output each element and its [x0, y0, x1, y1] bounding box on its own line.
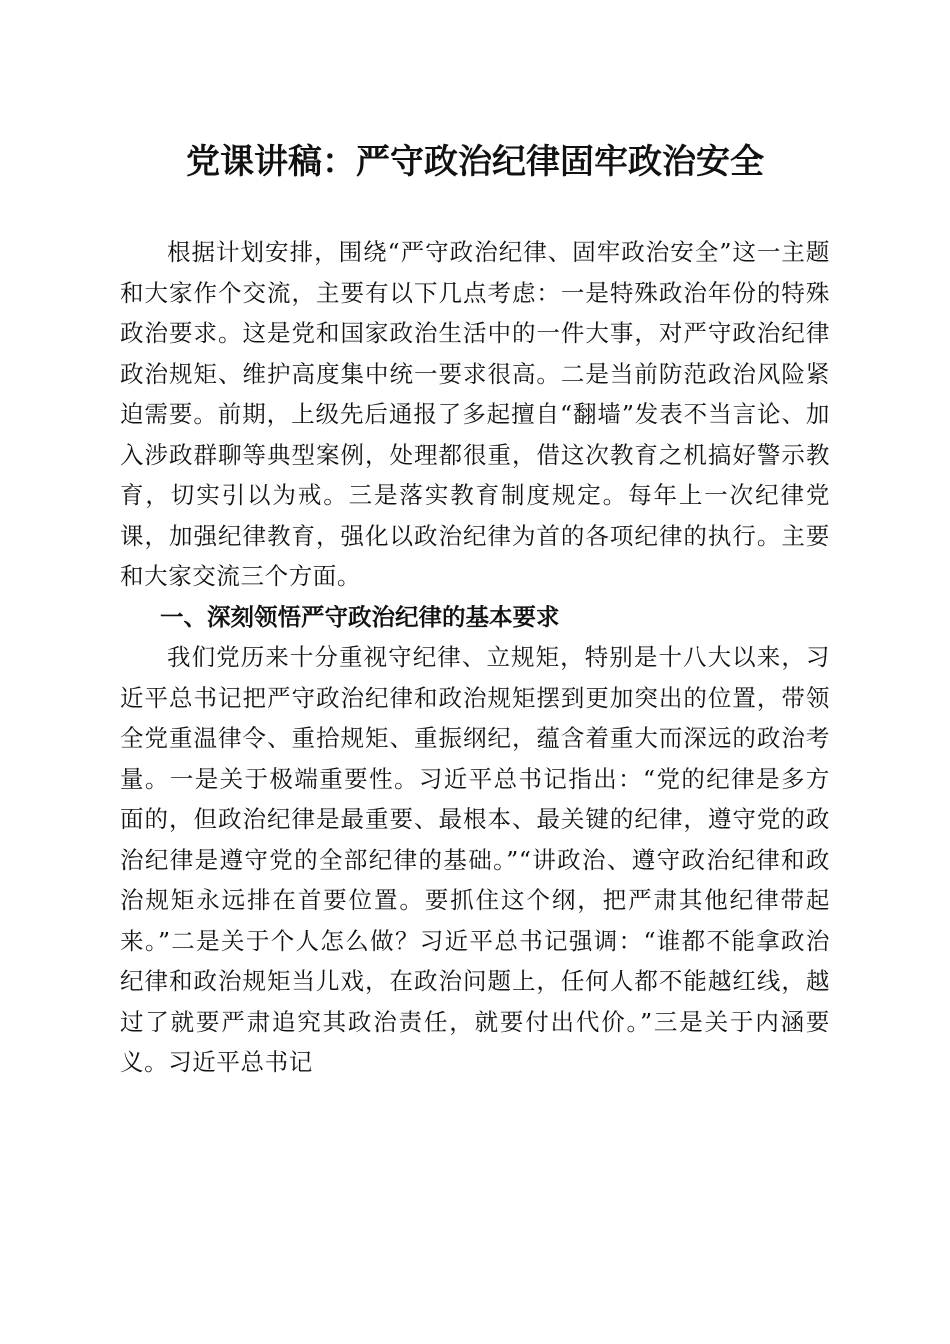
- document-body: [120, 232, 830, 1083]
- paragraph-intro: 根据计划安排，围绕“严守政治纪律、固牢政治安全”这一主题和大家作个交流，主要有以下几点考虑：一是特殊政治年份的特殊政治要求。这是党和国家政治生活中的一件大事，对严守政治纪律政治规矩、维护高度集中统一要求很高。二是当前防范政治风险紧迫需要。前期，上级先后通报了多起擅自“翻墙”发表不当言论、加入涉政群聊等典型案例，处理都很重，借这次教育之机搞好警示教育，切实引以为戒。三是落实教育制度规定。每年上一次纪律党课，加强纪律教育，强化以政治纪律为首的各项纪律的执行。主要和大家交流三个方面。: [120, 238, 830, 590]
- section-heading-1: 一、深刻领悟严守政治纪律的基本要求: [160, 602, 560, 631]
- paragraph-section-1: 我们党历来十分重视守纪律、立规矩，特别是十八大以来，习近平总书记把严守政治纪律和政治规矩摆到更加突出的位置，带领全党重温律令、重拾规矩、重振纲纪，蕴含着重大而深远的政治考量。一是关于极端重要性。习近平总书记指出：“党的纪律是多方面的，但政治纪律是最重要、最根本、最关键的纪律，遵守党的政治纪律是遵守党的全部纪律的基础。”“讲政治、遵守政治纪律和政治规矩永远排在首要位置。要抓住这个纲，把严肃其他纪律带起来。”二是关于个人怎么做？习近平总书记强调：“谁都不能拿政治纪律和政治规矩当儿戏，在政治问题上，任何人都不能越红线，越过了就要严肃追究其政治责任，就要付出代价。”三是关于内涵要义。习近平总书记: [120, 643, 830, 1076]
- document-title: 党课讲稿：严守政治纪律固牢政治安全: [186, 142, 764, 182]
